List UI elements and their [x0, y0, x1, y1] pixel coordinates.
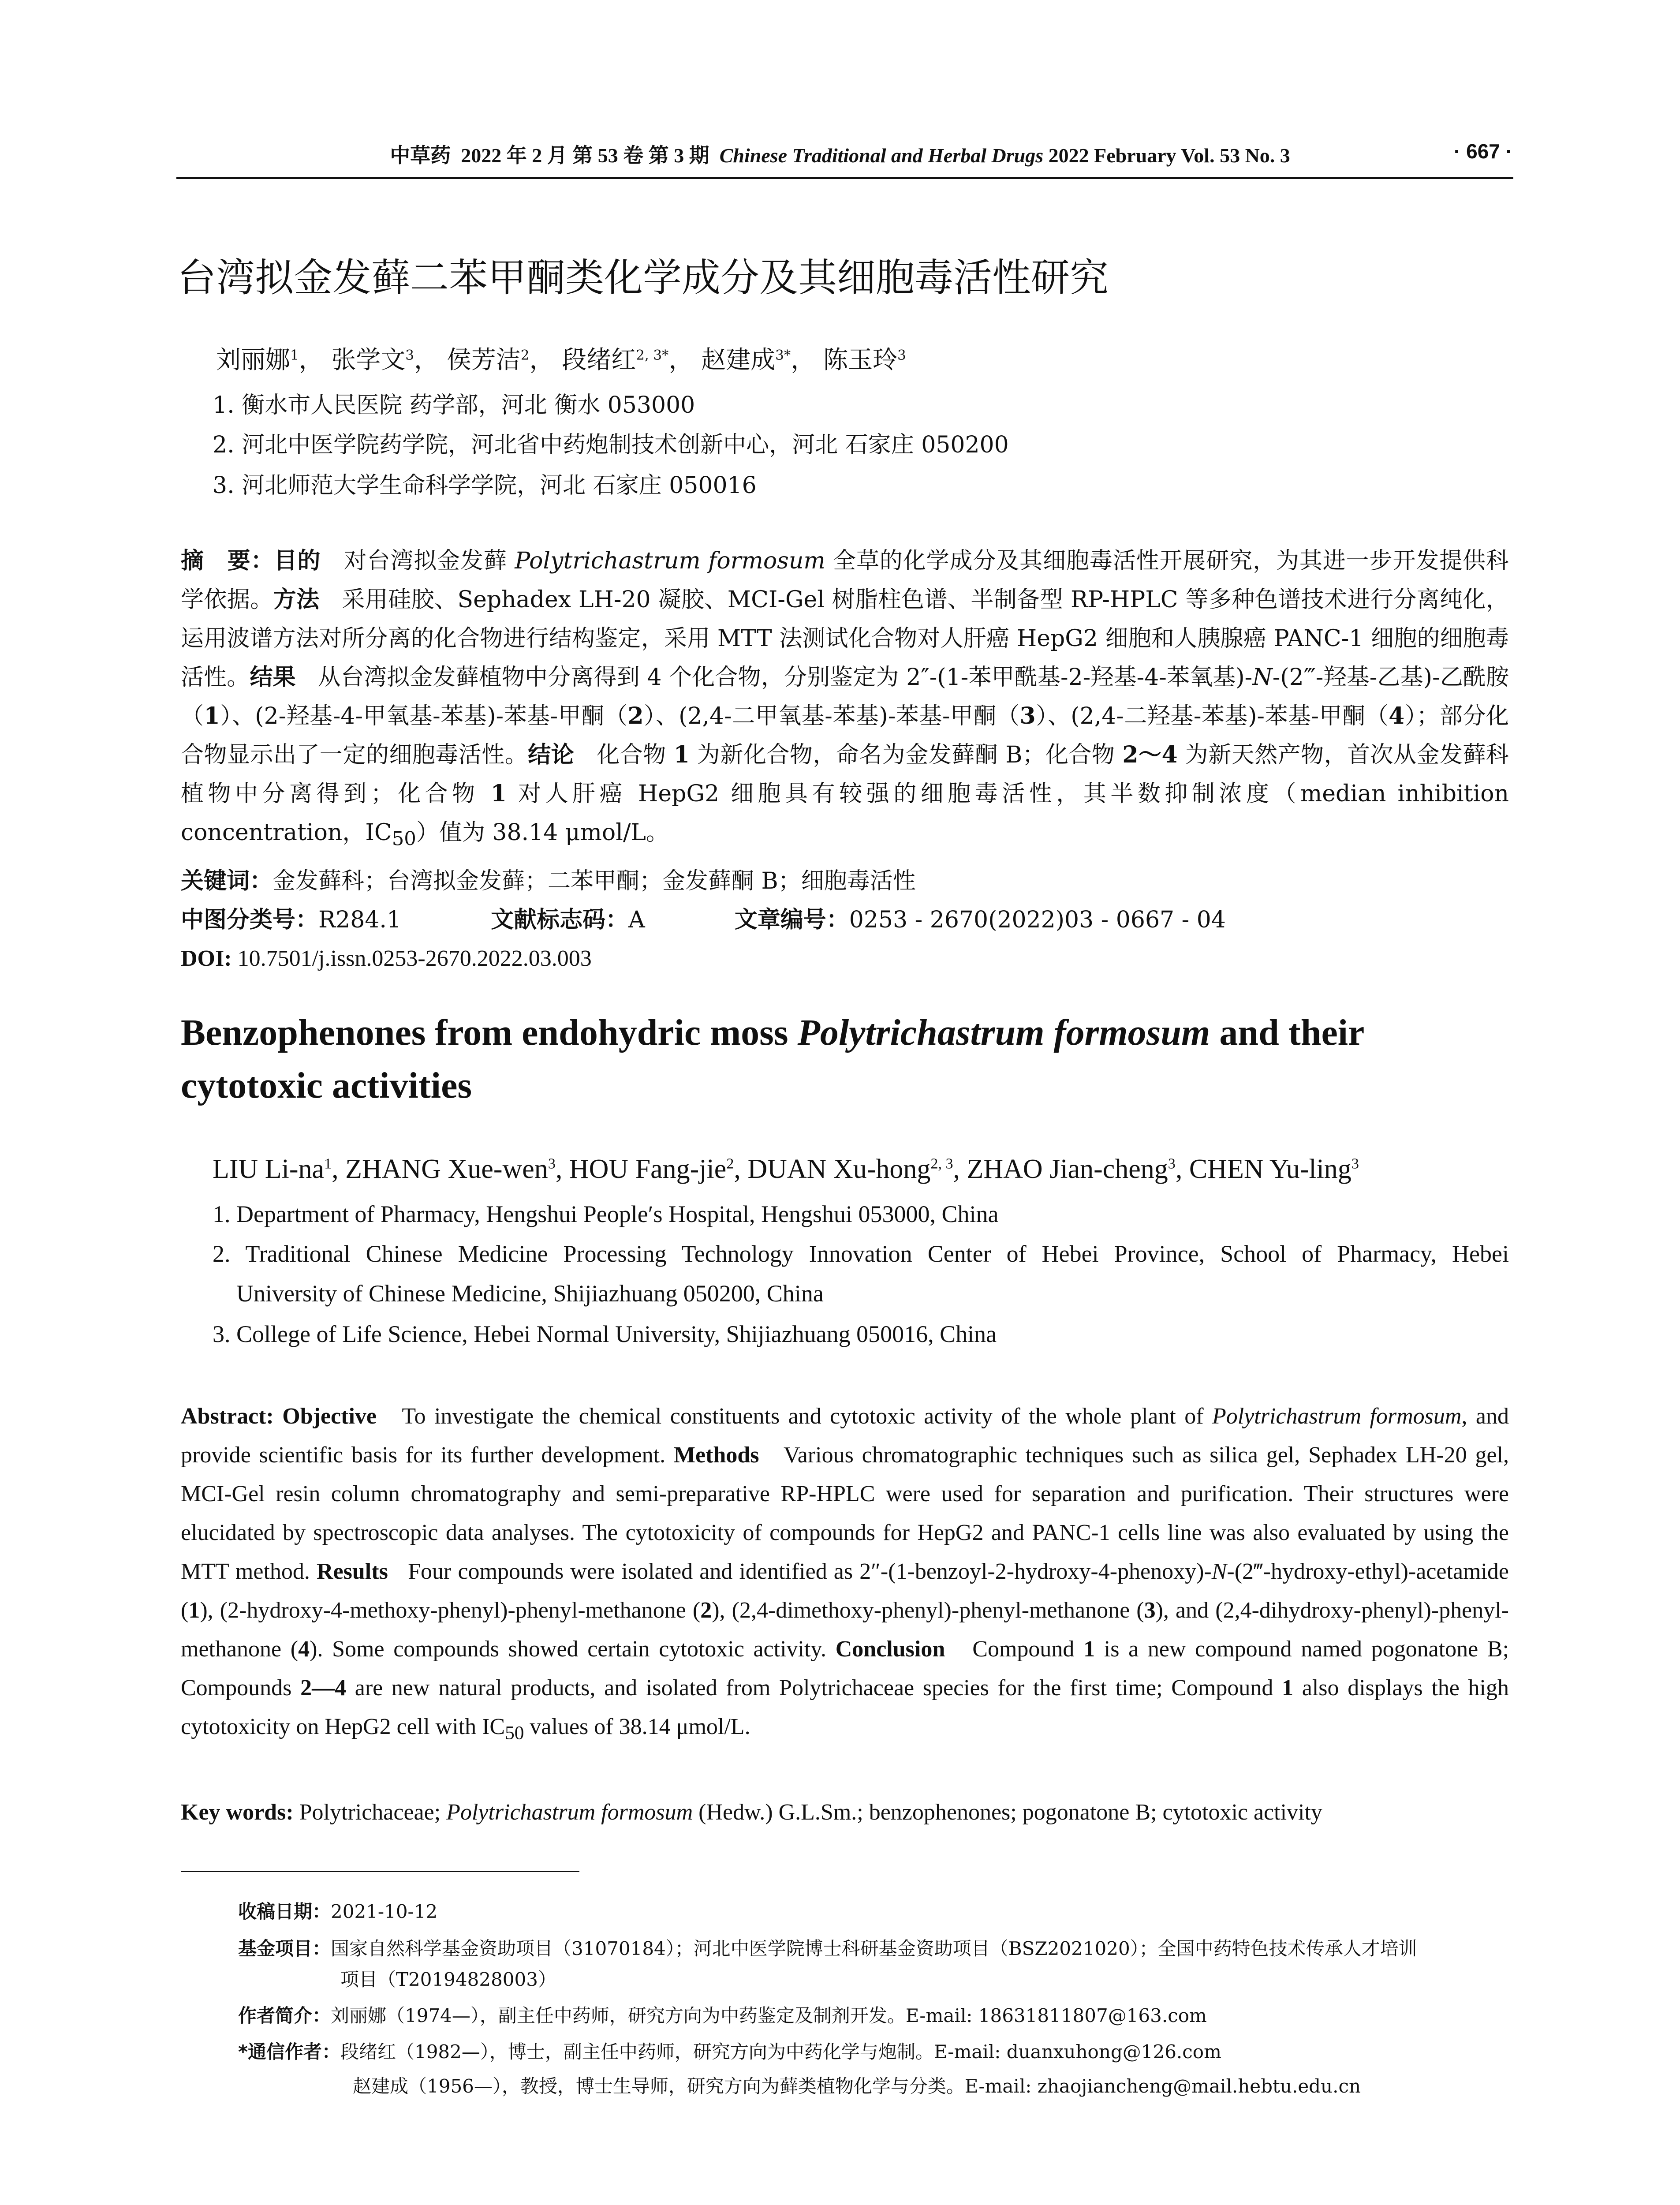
author-aff: 3 — [1351, 1155, 1359, 1172]
abstract-cn — [181, 542, 1509, 858]
compound-number: 1 — [673, 741, 690, 768]
conclusion-text: 为新化合物，命名为金发藓酮 B；化合物 — [689, 742, 1123, 768]
affiliation-en-2-cont: University of Chinese Medicine, Shijiazhuang 050200, China — [236, 1280, 824, 1307]
keywords-label: Key words: — [181, 1800, 294, 1825]
title-en-text: and their cytotoxic activities — [181, 1012, 1364, 1106]
affiliation-cn-2: 2. 河北中医学院药学院，河北省中药炮制技术创新中心，河北 石家庄 050200 — [213, 432, 1009, 458]
header-rule — [176, 177, 1513, 179]
footnote-fund — [238, 1933, 1508, 1964]
species-name: Polytrichastrum formosum — [1212, 1404, 1462, 1429]
compound-number: 2～4 — [1122, 741, 1178, 768]
author-cn: 赵建成 — [701, 346, 776, 374]
affiliation-en-2: 2. Traditional Chinese Medicine Processing Technology Innovation Center of Hebei Province, School of Pharmacy, Hebei — [213, 1241, 1509, 1267]
conclusion-text: 化合物 — [597, 742, 674, 768]
results-text: ）；部分化合物显示出了一定的细胞毒活性。 — [181, 703, 1509, 768]
affiliation-en-3: 3. College of Life Science, Hebei Normal University, Shijiazhuang 050016, China — [213, 1321, 997, 1347]
received-label: 收稿日期： — [238, 1901, 331, 1922]
species-name: Polytrichastrum formosum — [446, 1800, 693, 1825]
subscript: 50 — [505, 1722, 524, 1744]
doi-value: 10.7501/j.issn.0253-2670.2022.03.003 — [237, 946, 592, 971]
author-en: CHEN Yu-ling — [1189, 1154, 1351, 1184]
keywords-en — [181, 1793, 1509, 1832]
author-aff: 2 — [726, 1155, 734, 1172]
footnote-rule — [181, 1871, 579, 1872]
compound-number: 1 — [1083, 1637, 1095, 1662]
results-text: Four compounds were isolated and identified as 2″-(1-benzoyl-2-hydroxy-4-phenoxy)- — [408, 1559, 1212, 1584]
objective-text: To investigate the chemical constituents and cytotoxic activity of the whole plant of — [402, 1404, 1213, 1429]
author-aff: 3* — [775, 347, 791, 363]
abstract-en — [181, 1397, 1509, 1752]
results-text: ）、(2-羟基-4-甲氧基-苯基)-苯基-甲酮（ — [220, 703, 628, 729]
article-label: 文章编号： — [734, 907, 849, 933]
results-text: ). Some compounds showed certain cytotoxic activity. — [310, 1637, 827, 1662]
abstract-label: 摘 要： — [181, 548, 274, 574]
objective-text: , and provide scientific basis for its further development. — [181, 1404, 1509, 1468]
conclusion-text: are new natural products, and isolated from Polytrichaceae species for the first time; Compound — [346, 1675, 1282, 1700]
conclusion-text: Compound — [972, 1637, 1084, 1662]
results-text: ）、(2,4-二羟基-苯基)-苯基-甲酮（ — [1035, 703, 1389, 729]
conclusion-text: values of 38.14 μmol/L. — [524, 1714, 750, 1739]
classification-line — [181, 901, 1509, 938]
footnote-fund-cont: 项目（T20194828003） — [340, 1969, 556, 1990]
compound-number: 4 — [1389, 703, 1405, 729]
article-value: 0253 - 2670(2022)03 - 0667 - 04 — [849, 907, 1226, 933]
fund-label: 基金项目： — [238, 1938, 331, 1959]
results-text: -(2‴-羟基-乙基)-乙酰胺（ — [181, 664, 1509, 729]
keywords-text: Polytrichaceae; — [293, 1800, 447, 1825]
doi-line — [181, 940, 1509, 977]
clc-value: R284.1 — [318, 907, 402, 933]
objective-label: Objective — [282, 1404, 377, 1429]
results-label: 结果 — [250, 664, 296, 691]
results-text: ), (2-hydroxy-4-methoxy-phenyl)-phenyl-methanone ( — [200, 1598, 701, 1623]
compound-number: 1 — [204, 703, 220, 729]
objective-text: 全草的化学成分及其细胞毒活性开展研究，为其进一步开发提供科学依据。 — [181, 548, 1509, 613]
methods-text: Various chromatographic techniques such as silica gel, Sephadex LH-20 gel, MCI-Gel resin column chromatography and semi-preparative RP-HPLC were used for separation and purification. Their structures were elucidated by spectroscopic data analyses. The cytotoxicity of compounds for HepG2 and PANC-1 cells line was also evaluated by using the MTT method. — [181, 1443, 1509, 1584]
conclusion-text: also displays the high cytotoxicity on HepG2 cell with IC — [181, 1675, 1509, 1739]
keywords-text: 金发藓科；台湾拟金发藓；二苯甲酮；金发藓酮 B；细胞毒活性 — [273, 868, 916, 894]
author-en: HOU Fang-jie — [569, 1154, 727, 1184]
conclusion-text: 为新天然产物，首次从金发藓科植物中分离得到；化合物 — [181, 742, 1509, 807]
author-aff: 3 — [897, 347, 906, 363]
doccode-label: 文献标志码： — [491, 907, 629, 933]
affiliation-cn-3: 3. 河北师范大学生命科学学院，河北 石家庄 050016 — [213, 472, 757, 499]
results-text: ）、(2,4-二甲氧基-苯基)-苯基-甲酮（ — [643, 703, 1020, 729]
author-bio-label: 作者简介： — [238, 2005, 331, 2026]
author-aff: 2, 3 — [930, 1155, 953, 1172]
title-en — [181, 1006, 1460, 1112]
author-cn: 张学文 — [331, 346, 406, 374]
journal-name-cn: 中草药 — [390, 143, 451, 167]
keywords-text: (Hedw.) G.L.Sm.; benzophenones; pogonatone B; cytotoxic activity — [693, 1800, 1322, 1825]
author-en: ZHAO Jian-cheng — [967, 1154, 1168, 1184]
species-name: Polytrichastrum formosum — [515, 548, 825, 574]
running-header — [0, 139, 1680, 168]
author-cn: 刘丽娜 — [216, 346, 290, 374]
results-label: Results — [317, 1559, 388, 1584]
author-aff: 1 — [324, 1155, 332, 1172]
author-cn: 陈玉玲 — [823, 346, 898, 374]
compound-number: 2 — [700, 1598, 712, 1623]
results-text: N — [1211, 1559, 1227, 1584]
compound-number: 3 — [1144, 1598, 1156, 1623]
doi-label: DOI: — [181, 946, 232, 971]
conclusion-text: 对人肝癌 HepG2 细胞具有较强的细胞毒活性，其半数抑制浓度（median inhibition concentration，IC — [181, 781, 1509, 846]
compound-number: 1 — [490, 780, 507, 807]
author-en: ZHANG Xue-wen — [345, 1154, 548, 1184]
corresponding-text: 段绪红（1982—），博士，副主任中药师，研究方向为中药化学与炮制。E-mail: duanxuhong@126.com — [340, 2041, 1221, 2063]
title-en-text: Benzophenones from endohydric moss — [181, 1012, 798, 1053]
received-value: 2021-10-12 — [331, 1901, 438, 1922]
keywords-cn — [181, 863, 1509, 900]
affiliation-cn-1: 1. 衡水市人民医院 药学部，河北 衡水 053000 — [213, 392, 695, 419]
issue-cn: 2022 年 2 月 第 53 卷 第 3 期 — [461, 144, 709, 167]
objective-text: 对台湾拟金发藓 — [343, 548, 515, 574]
compound-number: 2 — [627, 703, 644, 729]
compound-number: 1 — [1282, 1675, 1294, 1700]
author-aff: 1 — [290, 347, 299, 363]
compound-number: 4 — [298, 1637, 310, 1662]
authors-cn: 刘丽娜$^1$， 张学文$^3$， 侯芳洁$^2$， 段绪红$^{2, 3*}$， 赵建成$^{3*}$， 陈玉玲$^3$ — [216, 346, 906, 374]
author-aff: 3 — [1168, 1155, 1176, 1172]
fund-text: 国家自然科学基金资助项目（31070184）；河北中医学院博士科研基金资助项目（BSZ2021020）；全国中药特色技术传承人才培训 — [331, 1938, 1417, 1959]
compound-number: 1 — [188, 1598, 200, 1623]
conclusion-label: 结论 — [528, 742, 575, 768]
footnote-corr-2: 赵建成（1956—），教授，博士生导师，研究方向为藓类植物化学与分类。E-mail: zhaojiancheng@mail.hebtu.edu.cn — [353, 2075, 1361, 2097]
conclusion-label: Conclusion — [835, 1637, 945, 1662]
objective-label: 目的 — [274, 548, 321, 574]
results-text: N — [1252, 664, 1273, 691]
subscript: 50 — [392, 828, 416, 850]
compound-number: 2—4 — [300, 1675, 347, 1700]
doccode-value: A — [628, 907, 645, 933]
page-number: · 667 · — [1454, 140, 1512, 163]
results-text: 从台湾拟金发藓植物中分离得到 4 个化合物，分别鉴定为 2″-(1-苯甲酰基-2-羟基-4-苯氧基)- — [317, 664, 1253, 691]
footnote-author — [238, 2000, 1508, 2031]
methods-label: 方法 — [273, 587, 320, 613]
affiliation-en-1: 1. Department of Pharmacy, Hengshui People′s Hospital, Hengshui 053000, China — [213, 1201, 999, 1227]
journal-name-en: Chinese Traditional and Herbal Drugs — [719, 144, 1044, 167]
authors-en: LIU $Li-na^1$, ZHANG Xue-wen$^3$, HOU Fang-jie$^2$, DUAN Xu-hong$^{2, 3}$, ZHAO Jian-cheng$^3$, CHEN Yu-ling$^3$ — [213, 1154, 1359, 1184]
author-cn: 侯芳洁 — [446, 346, 521, 374]
results-text: -(2‴-hydroxy-ethyl)-acetamide ( — [181, 1559, 1509, 1623]
clc-label: 中图分类号： — [181, 907, 319, 933]
footnote-corr — [238, 2037, 1508, 2067]
keywords-label: 关键词： — [181, 868, 273, 894]
species-name: Polytrichastrum formosum — [797, 1012, 1210, 1053]
author-bio-text: 刘丽娜（1974—），副主任中药师，研究方向为中药鉴定及制剂开发。E-mail: 18631811807@163.com — [331, 2005, 1207, 2026]
abstract-label: Abstract: — [181, 1404, 274, 1429]
author-aff: 2 — [520, 347, 530, 363]
author-cn: 段绪红 — [562, 346, 636, 374]
author-aff: 2, 3* — [636, 347, 669, 363]
title-cn: 台湾拟金发藓二苯甲酮类化学成分及其细胞毒活性研究 — [177, 255, 1109, 300]
compound-number: 3 — [1019, 703, 1036, 729]
author-en: DUAN Xu-hong — [747, 1154, 931, 1184]
results-text: ), and (2,4-dihydroxy-phenyl)-phenyl-methanone ( — [181, 1598, 1509, 1662]
conclusion-text: is a new compound named pogonatone B; Compounds — [181, 1637, 1509, 1700]
corresponding-label: *通信作者： — [238, 2041, 340, 2063]
issue-en: 2022 February Vol. 53 No. 3 — [1048, 144, 1290, 167]
conclusion-text: ）值为 38.14 μmol/L。 — [416, 819, 669, 846]
results-text: ), (2,4-dimethoxy-phenyl)-phenyl-methanone ( — [712, 1598, 1144, 1623]
methods-label: Methods — [673, 1443, 759, 1468]
methods-text: 采用硅胶、Sephadex LH-20 凝胶、MCI-Gel 树脂柱色谱、半制备型 RP-HPLC 等多种色谱技术进行分离纯化，运用波谱方法对所分离的化合物进行结构鉴定，采用 MTT 法测试化合物对人肝癌 HepG2 细胞和人胰腺癌 PANC-1 细胞的细胞毒活性。 — [181, 587, 1509, 691]
footnote-received — [238, 1896, 1508, 1927]
author-aff: 3 — [548, 1155, 556, 1172]
author-en: LIU Li-na — [213, 1154, 325, 1184]
author-aff: 3 — [405, 347, 414, 363]
